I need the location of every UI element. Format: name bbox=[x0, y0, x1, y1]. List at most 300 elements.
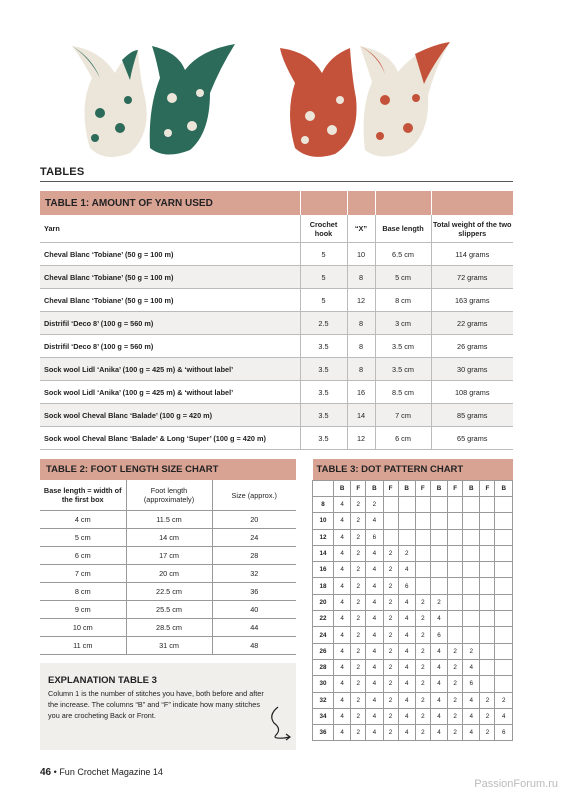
table3-cell: 4 bbox=[334, 627, 351, 643]
table3-cell bbox=[383, 529, 398, 545]
table3-cell: 2 bbox=[398, 545, 415, 561]
table3-cell bbox=[463, 529, 480, 545]
table3-row bbox=[313, 562, 513, 578]
foot-length-table bbox=[40, 459, 296, 655]
table3-cell bbox=[495, 545, 513, 561]
table3-title-row bbox=[313, 459, 513, 481]
table3-cell bbox=[430, 497, 447, 513]
table1-cell: 2.5 bbox=[300, 312, 347, 335]
table3-cell: 4 bbox=[334, 708, 351, 724]
table1-cell: 3.5 cm bbox=[375, 335, 431, 358]
table3-cell: 2 bbox=[383, 692, 398, 708]
table3-cell bbox=[495, 497, 513, 513]
table2-row bbox=[40, 529, 296, 547]
table3-cell: 6 bbox=[495, 725, 513, 741]
table3-cell bbox=[463, 545, 480, 561]
table3-cell bbox=[430, 529, 447, 545]
table2-cell: 44 bbox=[212, 619, 296, 637]
table3-cell: 2 bbox=[463, 643, 480, 659]
table1-row bbox=[40, 243, 513, 266]
table3-cell: 2 bbox=[415, 594, 430, 610]
table3-cell: 4 bbox=[366, 513, 383, 529]
table1-title-row bbox=[40, 191, 513, 215]
table3-cell: 2 bbox=[415, 692, 430, 708]
table3-cell bbox=[480, 676, 495, 692]
table3-cell: 4 bbox=[334, 659, 351, 675]
table3-cell bbox=[383, 497, 398, 513]
table3-cell bbox=[415, 562, 430, 578]
footer-bullet: • bbox=[53, 767, 57, 777]
table3-cell: 4 bbox=[366, 708, 383, 724]
table2-cell: 6 cm bbox=[40, 547, 126, 565]
stitch-count-cell: 12 bbox=[313, 529, 334, 545]
table3-cell bbox=[480, 611, 495, 627]
table3-cell: 2 bbox=[415, 643, 430, 659]
stitch-count-cell: 32 bbox=[313, 692, 334, 708]
table3-cell: 4 bbox=[495, 708, 513, 724]
table3-cell bbox=[463, 627, 480, 643]
table3-header-cell: B bbox=[398, 481, 415, 497]
magazine-name: Fun Crochet Magazine 14 bbox=[59, 767, 163, 777]
table3-cell: 2 bbox=[383, 594, 398, 610]
table3-cell: 4 bbox=[366, 594, 383, 610]
table2-cell: 22.5 cm bbox=[126, 583, 212, 601]
table3-cell: 2 bbox=[351, 659, 366, 675]
table3-cell: 2 bbox=[383, 708, 398, 724]
explanation-text: Column 1 is the number of stitches you have, both before and after the increase. The columns “B” and “F” indicate how many stitches you are crocheting Back or Front. bbox=[48, 689, 264, 720]
curly-arrow-icon bbox=[264, 705, 294, 741]
table3-cell: 2 bbox=[351, 725, 366, 741]
table2-cell: 25.5 cm bbox=[126, 601, 212, 619]
table1-cell: 3.5 bbox=[300, 358, 347, 381]
table1-row bbox=[40, 312, 513, 335]
table3-row bbox=[313, 529, 513, 545]
explanation-title: EXPLANATION TABLE 3 bbox=[48, 675, 157, 686]
table1-header-row bbox=[40, 215, 513, 243]
table2-cell: 11 cm bbox=[40, 637, 126, 655]
table3-cell bbox=[463, 578, 480, 594]
table3-cell: 2 bbox=[415, 725, 430, 741]
table3-cell: 4 bbox=[334, 529, 351, 545]
table3-cell: 2 bbox=[480, 692, 495, 708]
table1-cell: 5 bbox=[300, 289, 347, 312]
table1-cell: 3.5 bbox=[300, 404, 347, 427]
table3-cell: 4 bbox=[334, 643, 351, 659]
stitch-count-cell: 36 bbox=[313, 725, 334, 741]
table3-cell: 2 bbox=[448, 725, 463, 741]
dot-pattern-table bbox=[312, 459, 513, 741]
table3-cell bbox=[463, 611, 480, 627]
table1-cell: 5 cm bbox=[375, 266, 431, 289]
table3-header-cell: F bbox=[383, 481, 398, 497]
table3-cell bbox=[415, 545, 430, 561]
table3-cell: 2 bbox=[383, 611, 398, 627]
table3-header-cell: F bbox=[448, 481, 463, 497]
table3-cell bbox=[480, 659, 495, 675]
table1-cell: 8 bbox=[347, 358, 375, 381]
table3-cell: 4 bbox=[366, 627, 383, 643]
table3-cell: 2 bbox=[383, 643, 398, 659]
table3-cell: 4 bbox=[463, 725, 480, 741]
table1-cell: 163 grams bbox=[431, 289, 513, 312]
table2-cell: 20 cm bbox=[126, 565, 212, 583]
table3-cell: 4 bbox=[398, 594, 415, 610]
table3-cell: 4 bbox=[334, 513, 351, 529]
table3-header-cell bbox=[313, 481, 334, 497]
table3-cell bbox=[448, 513, 463, 529]
table3-row bbox=[313, 578, 513, 594]
table1-cell: 30 grams bbox=[431, 358, 513, 381]
table3-cell: 4 bbox=[366, 692, 383, 708]
table2-row bbox=[40, 547, 296, 565]
table3-cell bbox=[448, 578, 463, 594]
table3-cell bbox=[463, 497, 480, 513]
table1-cell: 5 bbox=[300, 243, 347, 266]
table3-cell: 4 bbox=[334, 611, 351, 627]
table2-cell: 9 cm bbox=[40, 601, 126, 619]
table2-cell: 7 cm bbox=[40, 565, 126, 583]
table3-cell: 4 bbox=[463, 708, 480, 724]
table3-cell: 4 bbox=[398, 611, 415, 627]
table2-row bbox=[40, 583, 296, 601]
table3-cell bbox=[495, 611, 513, 627]
table2-row bbox=[40, 601, 296, 619]
table3-row bbox=[313, 497, 513, 513]
table3-cell: 2 bbox=[383, 562, 398, 578]
table3-cell: 4 bbox=[334, 594, 351, 610]
table3-cell: 6 bbox=[398, 578, 415, 594]
table3-cell: 4 bbox=[366, 643, 383, 659]
stitch-count-cell: 34 bbox=[313, 708, 334, 724]
table1-row bbox=[40, 358, 513, 381]
table1-cell: 3 cm bbox=[375, 312, 431, 335]
table3-cell: 2 bbox=[415, 611, 430, 627]
table3-cell bbox=[480, 529, 495, 545]
table1-header-base: Base length bbox=[375, 215, 431, 243]
table3-cell bbox=[430, 513, 447, 529]
table1-row bbox=[40, 427, 513, 450]
table3-cell bbox=[480, 627, 495, 643]
table2-cell: 28 bbox=[212, 547, 296, 565]
table3-cell: 4 bbox=[334, 497, 351, 513]
table2-header-foot: Foot length (approximately) bbox=[126, 480, 212, 511]
table1-row bbox=[40, 335, 513, 358]
stitch-count-cell: 16 bbox=[313, 562, 334, 578]
stitch-count-cell: 22 bbox=[313, 611, 334, 627]
table3-cell: 4 bbox=[398, 643, 415, 659]
table3-cell: 4 bbox=[334, 578, 351, 594]
table1-cell: 8 cm bbox=[375, 289, 431, 312]
table3-cell: 2 bbox=[351, 513, 366, 529]
table1-cell: 114 grams bbox=[431, 243, 513, 266]
table2-cell: 31 cm bbox=[126, 637, 212, 655]
table1-row bbox=[40, 266, 513, 289]
stitch-count-cell: 18 bbox=[313, 578, 334, 594]
table3-header-cell: B bbox=[430, 481, 447, 497]
table2-title-row bbox=[40, 459, 296, 480]
table2-cell: 48 bbox=[212, 637, 296, 655]
table3-cell: 4 bbox=[334, 545, 351, 561]
table2-cell: 32 bbox=[212, 565, 296, 583]
table3-cell: 4 bbox=[334, 725, 351, 741]
table1-cell: 12 bbox=[347, 289, 375, 312]
table1-header-x: “X” bbox=[347, 215, 375, 243]
table3-header-cell: B bbox=[495, 481, 513, 497]
section-divider bbox=[40, 181, 513, 182]
table1-cell: 7 cm bbox=[375, 404, 431, 427]
table3-cell: 4 bbox=[430, 708, 447, 724]
table2-cell: 11.5 cm bbox=[126, 511, 212, 529]
table3-cell: 4 bbox=[366, 725, 383, 741]
table3-cell bbox=[448, 611, 463, 627]
table2-cell: 14 cm bbox=[126, 529, 212, 547]
table3-cell bbox=[448, 497, 463, 513]
yarn-name-cell: Sock wool Cheval Blanc ‘Balade’ & Long ‘Super’ (100 g = 420 m) bbox=[40, 427, 300, 450]
table2-row bbox=[40, 565, 296, 583]
table1-header-weight: Total weight of the two slippers bbox=[431, 215, 513, 243]
table3-cell: 2 bbox=[480, 725, 495, 741]
stitch-count-cell: 20 bbox=[313, 594, 334, 610]
table3-row bbox=[313, 708, 513, 724]
table3-cell: 4 bbox=[463, 659, 480, 675]
table3-cell: 2 bbox=[351, 692, 366, 708]
table3-cell: 2 bbox=[415, 708, 430, 724]
table3-cell: 4 bbox=[398, 725, 415, 741]
table2-title: TABLE 2: FOOT LENGTH SIZE CHART bbox=[40, 459, 296, 480]
table3-cell bbox=[415, 513, 430, 529]
table3-cell: 4 bbox=[430, 611, 447, 627]
yarn-name-cell: Distrifil ‘Deco 8’ (100 g = 560 m) bbox=[40, 335, 300, 358]
section-title: TABLES bbox=[40, 166, 85, 178]
table3-cell bbox=[463, 513, 480, 529]
table3-cell: 4 bbox=[334, 676, 351, 692]
table1-cell: 5 bbox=[300, 266, 347, 289]
table3-cell: 2 bbox=[351, 497, 366, 513]
yarn-name-cell: Cheval Blanc ‘Tobiane’ (50 g = 100 m) bbox=[40, 243, 300, 266]
table3-title: TABLE 3: DOT PATTERN CHART bbox=[313, 459, 513, 481]
table3-cell bbox=[495, 676, 513, 692]
table3-cell bbox=[495, 513, 513, 529]
yarn-name-cell: Distrifil ‘Deco 8’ (100 g = 560 m) bbox=[40, 312, 300, 335]
table3-cell: 2 bbox=[366, 497, 383, 513]
table3-row bbox=[313, 725, 513, 741]
table3-cell: 2 bbox=[430, 594, 447, 610]
table3-cell: 2 bbox=[383, 545, 398, 561]
table3-cell bbox=[398, 497, 415, 513]
table1-cell: 108 grams bbox=[431, 381, 513, 404]
table3-cell: 4 bbox=[398, 627, 415, 643]
table3-cell: 2 bbox=[351, 578, 366, 594]
table2-row bbox=[40, 637, 296, 655]
table3-cell bbox=[398, 529, 415, 545]
table1-cell: 8 bbox=[347, 312, 375, 335]
table3-cell bbox=[480, 594, 495, 610]
table2-cell: 17 cm bbox=[126, 547, 212, 565]
table3-cell: 2 bbox=[351, 545, 366, 561]
yarn-name-cell: Cheval Blanc ‘Tobiane’ (50 g = 100 m) bbox=[40, 289, 300, 312]
stitch-count-cell: 30 bbox=[313, 676, 334, 692]
table3-cell: 2 bbox=[415, 676, 430, 692]
table1-cell: 14 bbox=[347, 404, 375, 427]
table3-cell bbox=[430, 562, 447, 578]
table2-header-base: Base length = width of the first box bbox=[40, 480, 126, 511]
table3-cell bbox=[495, 627, 513, 643]
table3-cell bbox=[463, 562, 480, 578]
table3-cell bbox=[383, 513, 398, 529]
table3-cell: 2 bbox=[383, 659, 398, 675]
table3-header-cell: F bbox=[415, 481, 430, 497]
table3-cell: 2 bbox=[415, 659, 430, 675]
table2-row bbox=[40, 511, 296, 529]
table1-cell: 8.5 cm bbox=[375, 381, 431, 404]
table1-cell: 72 grams bbox=[431, 266, 513, 289]
table2-header-row bbox=[40, 480, 296, 511]
table3-cell bbox=[480, 578, 495, 594]
table1-cell: 65 grams bbox=[431, 427, 513, 450]
stitch-count-cell: 24 bbox=[313, 627, 334, 643]
table3-row bbox=[313, 611, 513, 627]
stitch-count-cell: 28 bbox=[313, 659, 334, 675]
table1-row bbox=[40, 289, 513, 312]
table3-cell: 2 bbox=[351, 708, 366, 724]
table3-cell: 2 bbox=[351, 594, 366, 610]
table1-cell: 6.5 cm bbox=[375, 243, 431, 266]
table3-row bbox=[313, 659, 513, 675]
yarn-amount-table bbox=[40, 191, 513, 450]
table3-cell bbox=[463, 594, 480, 610]
table3-cell: 4 bbox=[366, 562, 383, 578]
table3-cell: 2 bbox=[351, 562, 366, 578]
table2-row bbox=[40, 619, 296, 637]
table1-cell: 3.5 cm bbox=[375, 358, 431, 381]
table3-cell bbox=[495, 562, 513, 578]
table3-header-row bbox=[313, 481, 513, 497]
table3-cell bbox=[480, 497, 495, 513]
table3-cell: 6 bbox=[430, 627, 447, 643]
table3-cell: 2 bbox=[383, 578, 398, 594]
yarn-name-cell: Sock wool Cheval Blanc ‘Balade’ (100 g = 420 m) bbox=[40, 404, 300, 427]
table3-header-cell: B bbox=[334, 481, 351, 497]
table2-cell: 36 bbox=[212, 583, 296, 601]
table1-cell: 22 grams bbox=[431, 312, 513, 335]
table2-cell: 24 bbox=[212, 529, 296, 547]
table3-header-cell: F bbox=[351, 481, 366, 497]
table3-cell bbox=[415, 529, 430, 545]
table1-row bbox=[40, 404, 513, 427]
table2-cell: 5 cm bbox=[40, 529, 126, 547]
table3-cell bbox=[480, 643, 495, 659]
table3-cell bbox=[430, 578, 447, 594]
table2-cell: 28.5 cm bbox=[126, 619, 212, 637]
table1-cell: 3.5 bbox=[300, 381, 347, 404]
table3-cell bbox=[448, 562, 463, 578]
table3-cell: 4 bbox=[366, 578, 383, 594]
table1-cell: 3.5 bbox=[300, 427, 347, 450]
table3-cell: 4 bbox=[334, 692, 351, 708]
table3-cell: 4 bbox=[366, 611, 383, 627]
table3-cell bbox=[448, 594, 463, 610]
green-slipper-pair bbox=[72, 44, 235, 157]
table3-cell bbox=[480, 562, 495, 578]
table3-cell: 4 bbox=[430, 725, 447, 741]
table1-cell: 85 grams bbox=[431, 404, 513, 427]
table1-cell: 26 grams bbox=[431, 335, 513, 358]
table3-cell: 4 bbox=[430, 676, 447, 692]
table1-title: TABLE 1: AMOUNT OF YARN USED bbox=[40, 191, 300, 215]
table1-row bbox=[40, 381, 513, 404]
table3-header-cell: F bbox=[480, 481, 495, 497]
table3-cell: 6 bbox=[463, 676, 480, 692]
table3-cell: 2 bbox=[448, 659, 463, 675]
table2-cell: 40 bbox=[212, 601, 296, 619]
yarn-name-cell: Sock wool Lidl ‘Anika’ (100 g = 425 m) & ‘without label’ bbox=[40, 381, 300, 404]
table3-row bbox=[313, 513, 513, 529]
table1-header-yarn: Yarn bbox=[40, 215, 300, 243]
page-number: 46 bbox=[40, 767, 52, 778]
table3-row bbox=[313, 692, 513, 708]
table1-cell: 8 bbox=[347, 335, 375, 358]
table3-cell: 2 bbox=[415, 627, 430, 643]
table1-cell: 6 cm bbox=[375, 427, 431, 450]
table3-cell: 4 bbox=[366, 545, 383, 561]
table3-header-cell: B bbox=[366, 481, 383, 497]
explanation-box bbox=[40, 663, 296, 750]
table1-cell: 12 bbox=[347, 427, 375, 450]
table3-cell: 2 bbox=[448, 708, 463, 724]
table3-cell: 4 bbox=[366, 659, 383, 675]
stitch-count-cell: 14 bbox=[313, 545, 334, 561]
yarn-name-cell: Cheval Blanc ‘Tobiane’ (50 g = 100 m) bbox=[40, 266, 300, 289]
table3-cell: 2 bbox=[448, 692, 463, 708]
table2-cell: 10 cm bbox=[40, 619, 126, 637]
table3-cell bbox=[415, 578, 430, 594]
table1-cell: 16 bbox=[347, 381, 375, 404]
table3-cell bbox=[495, 643, 513, 659]
stitch-count-cell: 26 bbox=[313, 643, 334, 659]
table3-cell: 4 bbox=[430, 643, 447, 659]
table1-cell: 10 bbox=[347, 243, 375, 266]
table3-cell bbox=[448, 529, 463, 545]
table2-cell: 4 cm bbox=[40, 511, 126, 529]
table3-cell: 4 bbox=[334, 562, 351, 578]
table3-cell: 2 bbox=[480, 708, 495, 724]
red-slipper-pair bbox=[280, 42, 450, 157]
table3-cell: 2 bbox=[383, 627, 398, 643]
table3-row bbox=[313, 627, 513, 643]
table3-cell bbox=[448, 545, 463, 561]
table1-cell: 3.5 bbox=[300, 335, 347, 358]
table3-cell bbox=[495, 594, 513, 610]
table3-cell bbox=[430, 545, 447, 561]
table2-header-size: Size (approx.) bbox=[212, 480, 296, 511]
table3-cell: 2 bbox=[351, 611, 366, 627]
table3-cell: 4 bbox=[430, 692, 447, 708]
table3-cell: 2 bbox=[351, 529, 366, 545]
table3-cell bbox=[495, 659, 513, 675]
table3-row bbox=[313, 676, 513, 692]
table3-cell: 2 bbox=[351, 676, 366, 692]
table3-cell: 2 bbox=[383, 725, 398, 741]
table3-cell bbox=[398, 513, 415, 529]
table3-cell bbox=[495, 578, 513, 594]
stitch-count-cell: 8 bbox=[313, 497, 334, 513]
table3-cell: 2 bbox=[351, 643, 366, 659]
table3-cell: 2 bbox=[495, 692, 513, 708]
table3-cell bbox=[480, 513, 495, 529]
table3-cell: 2 bbox=[351, 627, 366, 643]
table3-row bbox=[313, 643, 513, 659]
yarn-name-cell: Sock wool Lidl ‘Anika’ (100 g = 425 m) & ‘without label’ bbox=[40, 358, 300, 381]
